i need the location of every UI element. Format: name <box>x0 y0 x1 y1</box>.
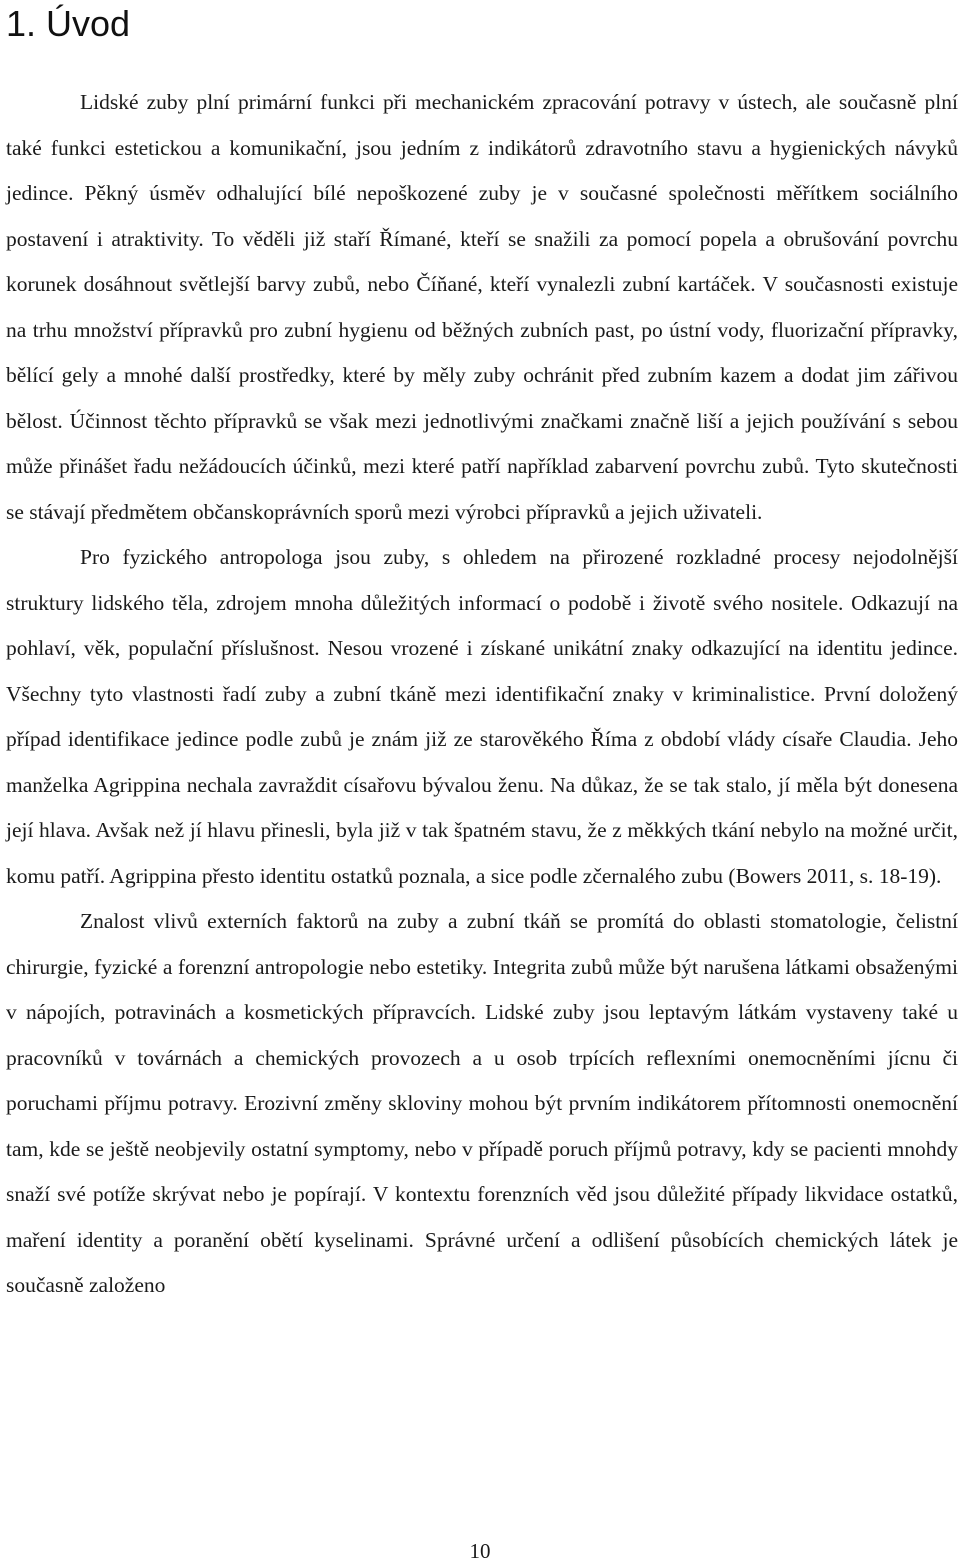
chapter-heading: 1. Úvod <box>6 3 131 44</box>
page-number: 10 <box>469 1539 491 1563</box>
paragraph: Pro fyzického antropologa jsou zuby, s ohledem na přirozené rozkladné procesy nejodolnější struktury lidského těla, zdrojem mnoha důležitých informací o podobě i životě svého nositele. Odkazují na pohlaví, věk, populační příslušnost. Nesou vrozené i získané unikátní znaky odkazující na identitu jedince. Všechny tyto vlastnosti řadí zuby a zubní tkáně mezi identifikační znaky v kriminalistice. První doložený případ identifikace jedince podle zubů je znám již ze starověkého Říma z období vlády císaře Claudia. Jeho manželka Agrippina nechala zavraždit císařovu bývalou ženu. Na důkaz, že se tak stalo, jí měla být donesena její hlava. Avšak než jí hlavu přinesli, byla již v tak špatném stavu, že z měkkých tkání nebylo na možné určit, komu patří. Agrippina přesto identitu ostatků poznala, a sice podle zčernalého zubu (Bowers 2011, s. 18-19). <box>6 545 958 888</box>
body-text <box>6 80 958 1309</box>
paragraph: Znalost vlivů externích faktorů na zuby a zubní tkáň se promítá do oblasti stomatologie, čelistní chirurgie, fyzické a forenzní antropologie nebo estetiky. Integrita zubů může být narušena látkami obsaženými v nápojích, potravinách a kosmetických přípravcích. Lidské zuby jsou leptavým látkám vystaveny také u pracovníků v továrnách a chemických provozech a u osob trpících reflexními onemocněními jícnu či poruchami příjmu potravy. Erozivní změny skloviny mohou být prvním indikátorem přítomnosti onemocnění tam, kde se ještě neobjevily ostatní symptomy, nebo v případě poruch příjmů potravy, kdy se pacienti mnohdy snaží své potíže skrývat nebo je popírají. V kontextu forenzních věd jsou důležité případy likvidace ostatků, maření identity a poranění obětí kyselinami. Správné určení a odlišení působících chemických látek je současně založeno <box>6 909 958 1297</box>
paragraph: Lidské zuby plní primární funkci při mechanickém zpracování potravy v ústech, ale současně plní také funkci estetickou a komunikační, jsou jedním z indikátorů zdravotního stavu a hygienických návyků jedince. Pěkný úsměv odhalující bílé nepoškozené zuby je v současné společnosti měřítkem sociálního postavení i atraktivity. To věděli již staří Římané, kteří se snažili za pomocí popela a obrušování povrchu korunek dosáhnout světlejší barvy zubů, nebo Číňané, kteří vynalezli zubní kartáček. V současnosti existuje na trhu množství přípravků pro zubní hygienu od běžných zubních past, po ústní vody, fluorizační přípravky, bělící gely a mnohé další prostředky, které by měly zuby ochránit před zubním kazem a dodat jim zářivou bělost. Účinnost těchto přípravků se však mezi jednotlivými značkami značně liší a jejich používání s sebou může přinášet řadu nežádoucích účinků, mezi které patří například zabarvení povrchu zubů. Tyto skutečnosti se stávají předmětem občanskoprávních sporů mezi výrobci přípravků a jejich uživateli. <box>6 90 958 524</box>
